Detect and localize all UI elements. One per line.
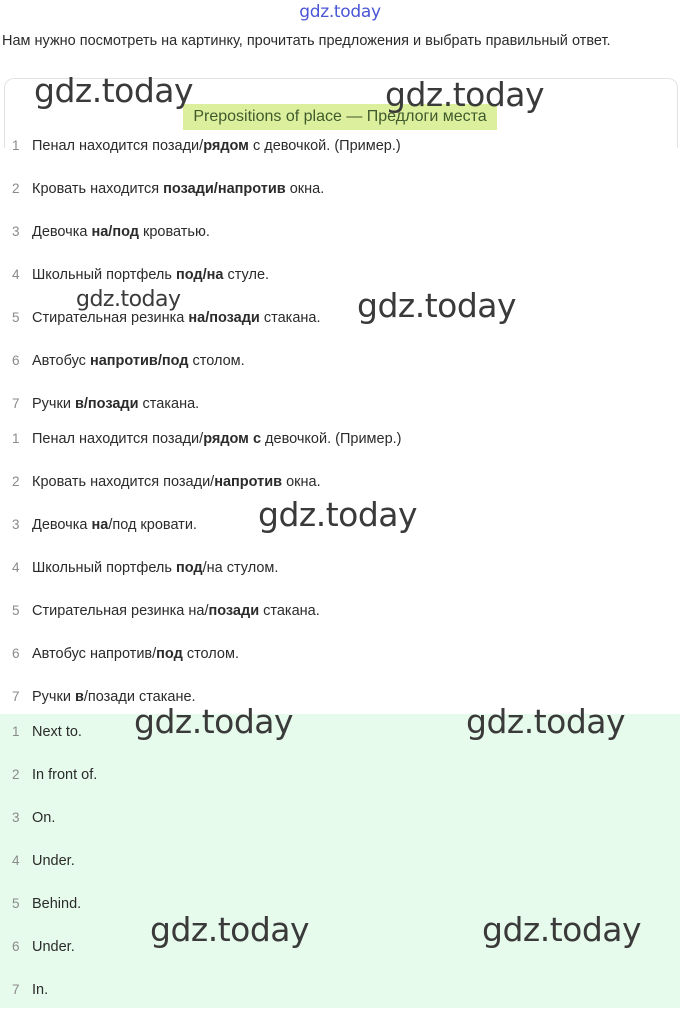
text-fragment: /позади стакане. (83, 689, 196, 705)
item-number: 1 (12, 431, 20, 446)
item-number: 5 (12, 896, 20, 911)
bold-fragment: под/на (175, 267, 224, 283)
text-fragment: Пенал находится позади/ (32, 138, 204, 154)
item-text (32, 474, 321, 490)
exercise-item (0, 224, 680, 267)
item-number: 1 (12, 724, 20, 739)
text-fragment: окна. (282, 474, 321, 490)
item-number: 2 (12, 474, 20, 489)
item-text (32, 353, 245, 369)
item-text: In front of. (32, 767, 98, 783)
bold-fragment: в (74, 689, 84, 705)
text-fragment: /на стулом. (202, 560, 279, 576)
text-fragment: Девочка (32, 517, 92, 533)
item-number: 7 (12, 689, 20, 704)
text-fragment: кроватью. (138, 224, 210, 240)
exercise-item (0, 353, 680, 396)
item-number: 2 (12, 767, 20, 782)
bold-fragment: рядом с (203, 431, 262, 447)
item-text (32, 310, 321, 326)
solution-item (0, 431, 680, 474)
item-number: 6 (12, 646, 20, 661)
item-number: 5 (12, 310, 20, 325)
bold-fragment: позади (208, 603, 260, 619)
item-text: In. (32, 982, 49, 998)
bold-fragment: рядом (203, 138, 249, 154)
item-text (32, 267, 269, 283)
exercise-item (0, 310, 680, 353)
bold-fragment: позади/напротив (163, 181, 286, 197)
site-logo[interactable]: gdz.today (299, 2, 381, 22)
item-text: Next to. (32, 724, 82, 740)
bold-fragment: напротив/под (89, 353, 189, 369)
item-number: 5 (12, 603, 20, 618)
solution-item (0, 560, 680, 603)
intro-text: Нам нужно посмотреть на картинку, прочитать предложения и выбрать правильный ответ. (2, 33, 611, 49)
solution-item (0, 603, 680, 646)
text-fragment: Пенал находится позади/ (32, 431, 204, 447)
text-fragment: столом. (182, 646, 239, 662)
bold-fragment: под (175, 560, 203, 576)
item-text (32, 396, 199, 412)
bold-fragment: на (91, 517, 109, 533)
text-fragment: Стирательная резинка на/ (32, 603, 209, 619)
item-number: 4 (12, 267, 20, 282)
item-text: Behind. (32, 896, 82, 912)
watermark: gdz.today (258, 495, 418, 534)
text-fragment: Кровать находится позади/ (32, 474, 215, 490)
item-text (32, 517, 197, 533)
item-text (32, 646, 239, 662)
watermark: gdz.today (466, 702, 626, 741)
item-text: Under. (32, 939, 75, 955)
text-fragment: Кровать находится (32, 181, 164, 197)
item-number: 1 (12, 138, 20, 153)
text-fragment: /под кровати. (108, 517, 197, 533)
text-fragment: Школьный портфель (32, 560, 176, 576)
text-fragment: Ручки (32, 689, 75, 705)
text-fragment: окна. (285, 181, 325, 197)
watermark: gdz.today (134, 702, 294, 741)
item-number: 7 (12, 396, 20, 411)
item-text (32, 224, 210, 240)
text-fragment: Стирательная резинка (32, 310, 189, 326)
item-number: 3 (12, 517, 20, 532)
watermark: gdz.today (76, 287, 181, 312)
item-text (32, 138, 401, 154)
bold-fragment: в/позади (74, 396, 139, 412)
answer-item (0, 767, 680, 810)
text-fragment: стакана. (259, 603, 320, 619)
item-text: Under. (32, 853, 75, 869)
item-number: 6 (12, 939, 20, 954)
answers-list (0, 724, 680, 1025)
text-fragment: девочкой. (Пример.) (261, 431, 402, 447)
item-text (32, 181, 324, 197)
item-number: 3 (12, 810, 20, 825)
watermark: gdz.today (357, 286, 517, 325)
item-number: 6 (12, 353, 20, 368)
answer-item (0, 810, 680, 853)
text-fragment: стуле. (223, 267, 270, 283)
section-title: Prepositions of place — Предлоги места (183, 104, 496, 130)
item-number: 4 (12, 853, 20, 868)
text-fragment: Ручки (32, 396, 75, 412)
watermark: gdz.today (482, 910, 642, 949)
item-number: 2 (12, 181, 20, 196)
text-fragment: Автобус напротив/ (32, 646, 157, 662)
text-fragment: Девочка (32, 224, 92, 240)
item-number: 7 (12, 982, 20, 997)
text-fragment: Автобус (32, 353, 90, 369)
exercise-item (0, 181, 680, 224)
item-text (32, 560, 278, 576)
text-fragment: стакана. (259, 310, 321, 326)
exercise-item (0, 138, 680, 181)
answer-item (0, 982, 680, 1025)
item-text: On. (32, 810, 56, 826)
bold-fragment: на/под (91, 224, 139, 240)
item-number: 3 (12, 224, 20, 239)
item-text (32, 603, 320, 619)
watermark: gdz.today (385, 75, 545, 114)
text-fragment: столом. (188, 353, 245, 369)
text-fragment: Школьный портфель (32, 267, 176, 283)
watermark: gdz.today (150, 910, 310, 949)
text-fragment: с девочкой. (Пример.) (248, 138, 401, 154)
item-text (32, 431, 402, 447)
item-number: 4 (12, 560, 20, 575)
bold-fragment: напротив (214, 474, 283, 490)
solution-list (0, 431, 680, 732)
bold-fragment: на/позади (188, 310, 260, 326)
answer-item (0, 853, 680, 896)
solution-item (0, 646, 680, 689)
bold-fragment: под (156, 646, 183, 662)
watermark: gdz.today (34, 71, 194, 110)
text-fragment: стакана. (138, 396, 200, 412)
